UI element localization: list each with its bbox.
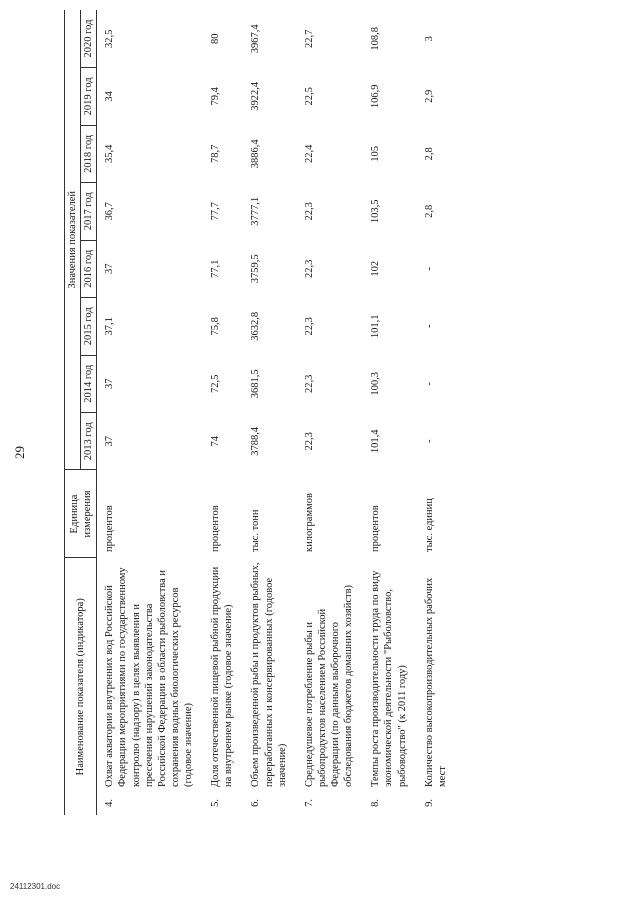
indicator-name: Среднедушевое потребление рыбы и рыбопродуктов населением Российской Федерации (по данным выборочного обследования бюджетов домашних хозяйств) <box>303 584 355 787</box>
indicator-value: 80 <box>210 33 222 45</box>
indicator-value: 3632,8 <box>250 311 262 341</box>
header-name-column: Наименование показателя (индикатора) <box>75 598 87 776</box>
indicator-name: Объем произведенной рыбы и продуктов рыбных, переработанных и консервированных (годовое значение) <box>250 562 288 787</box>
header-year-5: 2018 год <box>81 125 97 182</box>
header-year-3: 2016 год <box>81 240 97 297</box>
unit-of-measure: килограммов <box>303 493 315 552</box>
indicator-value: 72,5 <box>210 374 222 393</box>
indicator-value: 100,3 <box>370 371 382 396</box>
indicator-name: Охват акватории внутренних вод Российской Федерации мероприятиями по государственному контролю (надзору) в целях выявления и пресечения нарушений законодательства Российской Федерации в области рыболовства и сохранения водных биологических ресурсов (годовое значение) <box>104 567 194 787</box>
indicator-value: 101,4 <box>370 429 382 454</box>
row-number: 9. <box>423 799 435 807</box>
indicator-value: 3759,5 <box>250 254 262 284</box>
header-year-6: 2019 год <box>81 68 97 125</box>
indicator-value: - <box>423 324 435 329</box>
indicator-value: 22,3 <box>303 317 315 336</box>
indicator-name: Темпы роста производительности труда по виду экономической деятельности "Рыболовство, рыбоводство" (к 2011 году) <box>370 570 408 787</box>
table-row <box>297 10 364 815</box>
indicator-value: 74 <box>210 436 222 447</box>
header-year-7: 2020 год <box>81 10 97 68</box>
indicator-value: 37 <box>104 378 116 390</box>
indicator-value: 22,4 <box>303 144 315 164</box>
header-values-group: Значения показателей <box>65 10 81 470</box>
indicator-value: 2,8 <box>423 204 435 218</box>
indicator-name: Доля отечественной пищевой рыбной продукции на внутреннем рынке (годовое значение) <box>210 566 235 787</box>
indicator-value: 77,1 <box>210 259 222 278</box>
indicator-value: 3681,5 <box>250 369 262 399</box>
indicator-value: 3886,4 <box>250 139 262 169</box>
indicator-value: 3788,4 <box>250 426 262 456</box>
page-number: 29 <box>12 446 27 459</box>
indicator-value: 101,1 <box>370 314 382 339</box>
indicator-value: 32,5 <box>104 29 116 48</box>
indicator-value: 35,4 <box>104 144 116 164</box>
unit-of-measure: процентов <box>210 505 222 552</box>
indicator-value: 22,3 <box>303 202 315 221</box>
indicator-value: 3967,4 <box>250 24 262 54</box>
indicator-value: 3777,1 <box>250 196 262 226</box>
header-year-4: 2017 год <box>81 183 97 240</box>
indicator-value: 3 <box>423 36 435 42</box>
table-header <box>65 10 97 815</box>
unit-of-measure: тыс. тонн <box>250 509 262 552</box>
indicator-value: 37,1 <box>104 317 116 336</box>
unit-of-measure: процентов <box>104 505 116 552</box>
header-year-2: 2015 год <box>81 298 97 355</box>
table-row <box>97 10 203 815</box>
row-number: 8. <box>370 799 382 807</box>
indicator-value: 105 <box>370 145 382 162</box>
indicators-table <box>64 10 457 815</box>
row-number: 6. <box>250 799 262 807</box>
indicator-value: 2,9 <box>423 89 435 103</box>
footer-filename: 24112301.doc <box>10 882 61 891</box>
indicator-name: Количество высокопроизводительных рабочих мест <box>423 577 448 787</box>
indicator-value: 79,4 <box>210 87 222 106</box>
header-unit-column: Единица измерения <box>65 470 97 558</box>
indicator-value: 106,9 <box>370 84 382 109</box>
row-number: 7. <box>303 799 315 807</box>
indicator-value: 37 <box>104 263 116 275</box>
indicator-value: 2,8 <box>423 147 435 161</box>
header-year-1: 2014 год <box>81 355 97 412</box>
table-row <box>363 10 416 815</box>
unit-of-measure: тыс. единиц <box>423 498 435 552</box>
indicator-value: 34 <box>104 91 116 102</box>
indicator-value: 3922,4 <box>250 81 262 111</box>
indicator-value: 108,8 <box>370 26 382 51</box>
indicator-value: 75,8 <box>210 317 222 336</box>
table-row <box>243 10 296 815</box>
indicator-value: 22,3 <box>303 374 315 393</box>
indicator-value: 102 <box>370 260 382 277</box>
indicator-value: 103,5 <box>370 199 382 224</box>
indicator-value: 22,3 <box>303 432 315 451</box>
indicator-value: 37 <box>104 436 116 447</box>
header-year-0: 2013 год <box>81 413 97 470</box>
indicator-value: - <box>423 382 435 386</box>
indicator-value: - <box>423 439 435 443</box>
indicator-value: 36,7 <box>104 202 116 221</box>
indicator-value: 22,5 <box>303 87 315 106</box>
indicator-value: 78,7 <box>210 144 222 164</box>
indicator-value: - <box>423 267 435 271</box>
indicator-value: 77,7 <box>210 202 222 221</box>
table-row <box>417 10 457 815</box>
unit-of-measure: процентов <box>370 505 382 552</box>
indicator-value: 22,7 <box>303 29 315 48</box>
table-row <box>203 10 243 815</box>
row-number: 5. <box>210 799 222 807</box>
row-number: 4. <box>104 799 116 807</box>
indicator-value: 22,3 <box>303 259 315 278</box>
